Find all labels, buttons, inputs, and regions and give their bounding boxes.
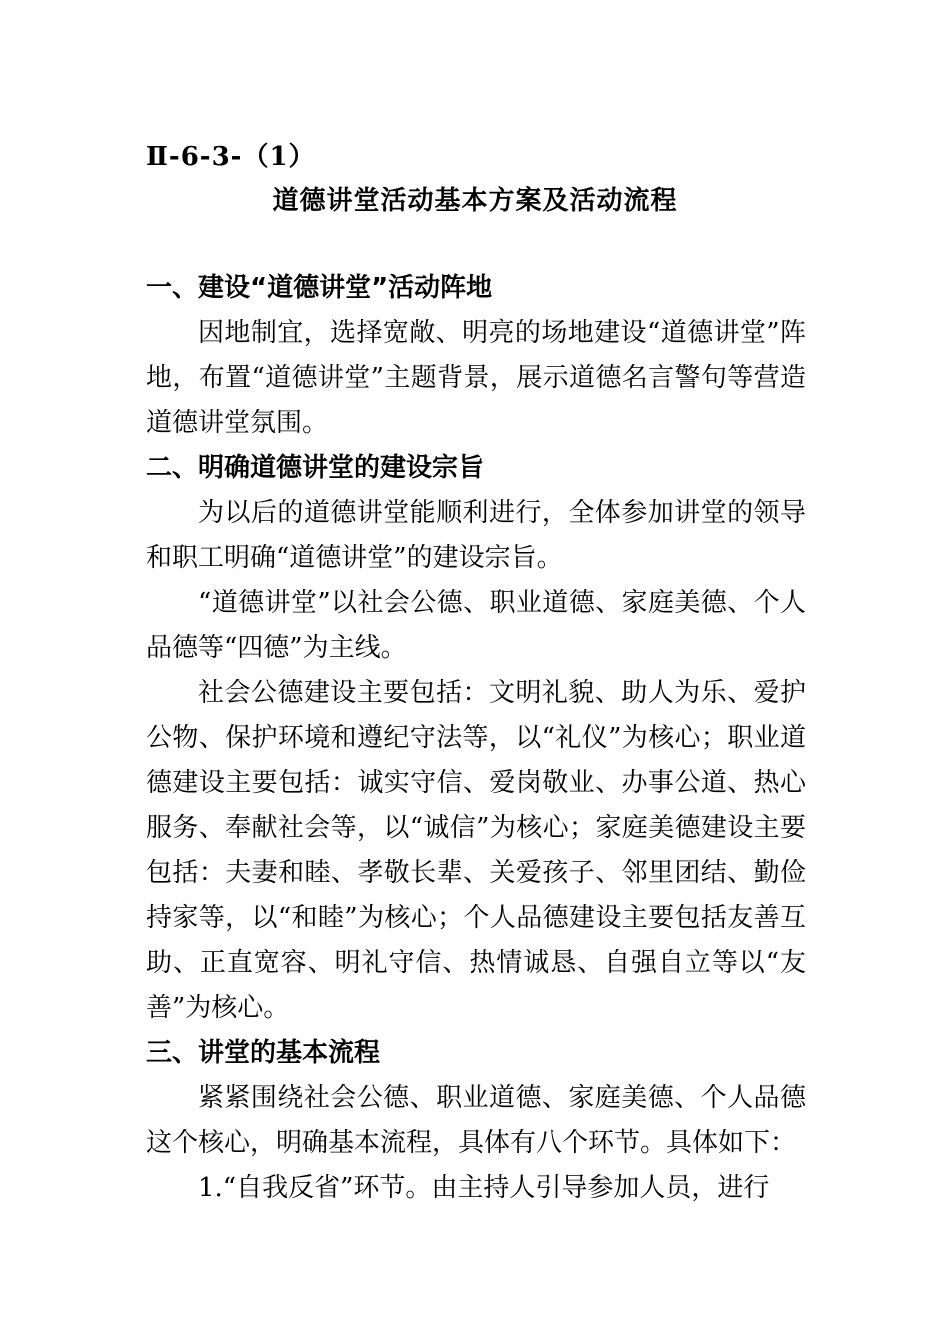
paragraph: “道德讲堂”以社会公德、职业道德、家庭美德、个人品德等“四德”为主线。: [146, 588, 806, 663]
document-title: 道德讲堂活动基本方案及活动流程: [272, 186, 678, 216]
document-number: Ⅱ-6-3-（1）: [146, 142, 316, 172]
section-heading-2: 二、明确道德讲堂的建设宗旨: [146, 453, 485, 483]
list-item: 1.“自我反省”环节。由主持人引导参加人员，进行: [198, 1173, 770, 1203]
document-body: [146, 266, 806, 1211]
paragraph: 社会公德建设主要包括：文明礼貌、助人为乐、爱护公物、保护环境和遵纪守法等，以“礼仪”为核心；职业道德建设主要包括：诚实守信、爱岗敬业、办事公道、热心服务、奉献社会等，以“诚信”为核心；家庭美德建设主要包括：夫妻和睦、孝敬长辈、关爱孩子、邻里团结、勤俭持家等，以“和睦”为核心；个人品德建设主要包括友善互助、正直宽容、明礼守信、热情诚恳、自强自立等以“友善”为核心。: [146, 678, 806, 1023]
section-heading-3: 三、讲堂的基本流程: [146, 1038, 381, 1068]
section-heading-1: 一、建设“道德讲堂”活动阵地: [146, 273, 493, 303]
paragraph: 紧紧围绕社会公德、职业道德、家庭美德、个人品德这个核心，明确基本流程，具体有八个环节。具体如下：: [146, 1083, 806, 1158]
paragraph: 因地制宜，选择宽敞、明亮的场地建设“道德讲堂”阵地，布置“道德讲堂”主题背景，展示道德名言警句等营造道德讲堂氛围。: [146, 318, 806, 438]
paragraph: 为以后的道德讲堂能顺利进行，全体参加讲堂的领导和职工明确“道德讲堂”的建设宗旨。: [146, 498, 806, 573]
